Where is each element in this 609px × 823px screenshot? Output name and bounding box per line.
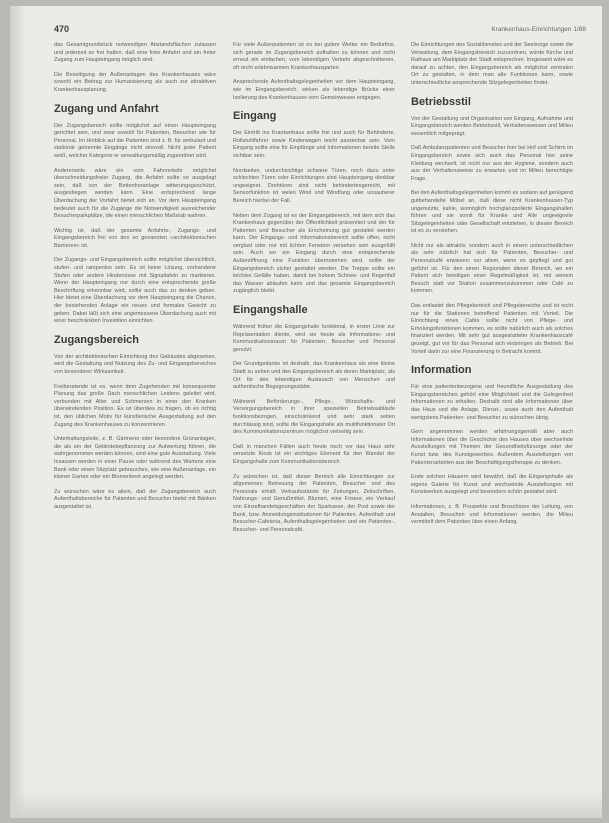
body-paragraph: Der Zugangsbereich sollte möglichst auf einen Haupteingang gerichtet sein, und zwar sowohl für Patienten, Besucher wie für Personal. Im Hinblick auf die Patienten sind z. B. für ambulant und stationär getrennte Eingänge nicht sinnvoll. Nicht jeder Patient weiß, welcher Kategorie er verwaltungsmäßig zugeordnet wird. [54,122,216,159]
body-paragraph: Nicht nur als attraktiv, sondern auch in einem unterschiedlichen als sehr nützlich hat sich für Patienten, Besucher- und Personalcafé erwiesen; vor allem, wenn es gepflegt und gut geführt ist. Für den einen Regionalen dieser Bereich, wo ein Patient sich beteiligen einer Regelmäßigkeit ist, mit seinem Besuch statt vor Station zusammenzukommen oder Café zu kommen. [411,242,573,295]
text-column-3 [411,42,573,534]
body-paragraph: Ansprechende Aufenthaltsgelegenheiten vor dem Haupteingang, wie im Eingangsbereich, wirken als lebendige Brücke einer Isolierung des Krankenhauses vom Gemeinwesen entgegen. [233,79,395,101]
body-paragraph: Für viele Außenpatienten ist es bei gutem Wetter ein Bedürfnis, sich gerade im Zugangsbereich aufhalten zu können und nicht erneut ein einfachen, vom lebendigen Verkehr abgeschnittenen, oft recht erlebnisarmen Krankenhausgarten. [233,42,395,71]
section-heading: Information [411,364,472,377]
page-number: 470 [54,24,70,34]
body-paragraph: Der Eintritt ins Krankenhaus sollte frei und auch für Behinderte, Rollstuhlfahrer sowie Kinderwagen leicht passierbar sein. Vom Eingang sollte eine für Empfänge und Informationen bereite Stelle sichtbar sein. [233,130,395,159]
body-paragraph: Daß in manchen Fällen auch heute noch vor das Haus sehr versetzte Kiosk ist ein wichtiges Element für den Wandel der Eingangshalle zum Kommunikationsbereich. [233,443,395,465]
body-paragraph: Zu wünschen ist, daß dieser Bereich alle Einrichtungen zur allgemeinen Betreuung der Patienten, Besucher und des Personals erhält: Verkaufsstände für Zeitungen, Zeitschriften, Nahrungs- und Genußmittel, Blumen, eine Friseur, ein Verkauf von Einzelhandelsgeschäften der Sparkasse, der Post sowie der Bank, bzw. Anmeldungsinstitutionen für Patienten. Aufenthalt und Besucher-Cafeteria, Aufenthaltsgelegenheiten und ein Patienten-, Besucher- und Personalcafé. [233,473,395,533]
body-paragraph: Bei den Aufenthaltsgelegenheiten kommt es sodann auf genügend gutbehandelte Möbel an, daß diese nicht Krankenhauser-Typ ungenutzte, kahle, womöglich hochglanzpolierte Eingangshallen führen und sie somit für Kranke und Alte ungeeignete Sitzgelegenheiten oder Gesellschaft entstehen, in diesen Bereich ist es zu verstehen. [411,190,573,235]
body-paragraph: Die Einrichtungen des Sozialdienstes und der Seelsorge sowie die Verwaltung, dem Eingangsbereich zuzuordnen, würde Kirche und Rathaus am Marktplatz der Stadt entsprechen. Insgesamt wäre es darauf zu achten, den Eingangsbereich als möglichst zentralen Ort zu gestalten, in dem man alle Funktionen kann, sowie unterschiedliche ansprechende Sitzgelegenheiten findet. [411,42,573,86]
body-paragraph: Daß Ambulanzpatienten und Besucher hier bei Hof und Schirm im Eingangsbereich sowie sich auch das Personal hier seine Kleidung wechselt, ist nicht nur aus der Hygiene, sondern auch aus der Verhaltensweise zu erwarten und im Milieu berechtigte Frage. [411,145,573,182]
body-paragraph: das Gesamtgrundstück notwendigen Abstandsflächen zulassen und jederzeit so frei halten, daß eine freie Anfahrt und ein freier Zugang zum Haupteingang möglich sind. [54,42,216,64]
body-paragraph: Für eine patientenbezogene und freundliche Ausgestaltung des Eingangsbereiches gehört eine Möglichkeit und die Gelegenheit Informationen zu erhalten. Deshalb sind alle Informationen über das Haus und die Anlage, Dienst-, sowie auch den Aufenthalt wenigstens Patienten- und Besucher zu wünschen übrig. [411,384,573,421]
body-paragraph: Neben dem Zugang ist es der Eingangsbereich, mit dem sich das Krankenhaus gegenüber der Öffentlichkeit präsentiert und der für Patienten und Besucher als Erscheinung gut gestaltet werden kann. Der Eingangs- und Informationsbereich sollte offen, nicht verglast oder nur mit lichten Fenstern versehen sein ausgefüllt sein. Auch wo ein Eingang durch eine entsprechende Außenöffnung eine Funktion übernommen wird, sollte der Eingangsbereich sicher gestaltet werden. Die Treppe sollte ein leichtes Gefälle haben, damit bei hohem Schnee- und Regenfall das Wasser ablaufen kann und das gesamte Eingangsbereich zugänglich bleibt. [233,212,395,295]
section-heading: Eingangshalle [233,304,308,317]
body-paragraph: Zu wünschen wäre es allein, daß der Zugangsbereich auch Aufenthaltsbereiche für Patienten und Besucher bietet mit Bänken ausgestattet ist. [54,488,216,510]
body-paragraph: Informationen, z. B. Prospekte und Broschüren der Leitung, von Anstalten, Besuchen und Informationen werden, die Milieu vermittelt dem Patienten über einen Anfang. [411,503,573,526]
document-page [10,6,602,818]
body-paragraph: Erste solchen Häusern wird bewährt, daß die Eingangshalle als eigene Galerie für Kunst und wechselnde Ausstellungen mit Kunstwerken ausgelegt und besonders schön gestaltet wird. [411,474,573,496]
body-paragraph: Während früher die Eingangshalle funktional, in erster Linie zur Repräsentation diente, wird sie heute als Informations- und Kommunikationsraum für Patienten, Besucher und Personal genutzt. [233,324,395,353]
body-paragraph: Nordseiten, undurchsichtige schwere Türen, noch dazu unter schlechten Türen oder Einrichtungen sind Haupteingang denkbar ungeeignet. Drehtüren sind nicht behindertengerecht, mit Sensorfunktion ist vielen Wind und Windfang oder unsauberer Bereich hierbei der Fall. [233,167,395,204]
body-paragraph: Freiberatende ist es, wenn dem Zugehenden mit konsequenter Planung das große Dach menschlichen Leidens geleitet wird, verbunden mit Alter und Schmerzen in einer den Kranken überwindenden Position. Es ist überdies zu fragen, ob es richtig ist, den üblichen Motiv für künstlerische Ausgestaltung auf den Zugang des Krankenhauses zu konzentrieren. [54,383,216,428]
body-paragraph: Unterhaltungsteile, z. B. Gärtnerei oder besonders Grünanlagen, die als ein der Geländebepflanzung zur Aufwertung führen, die wahrgenommen werden können, sind eine gute Ausstattung. Viele Insassen werden in einer Pause oder während des Wartens eine Bank oder einen Sitzplatz gebrauchen, wie eine Außenanlage, ein kleiner Garten oder ein Blumenbeet angelegt werden. [54,436,216,481]
page-edge-shadow [10,6,26,818]
section-heading: Zugang und Anfahrt [54,102,159,115]
section-heading: Betriebsstil [411,95,471,108]
body-paragraph: Von der Gestaltung und Organisation von Eingang, Aufnahme und Eingangsbereich werden Betriebsstil, Verhaltensweisen und Milieu wesentlich mitgeprägt. [411,115,573,137]
body-paragraph: Der Zugangs- und Eingangsbereich sollte möglichst übersichtlich, stufen- und rampenlos sein. Es ist keine Lösung, vorhandene Stufen oder andere Hindernisse mit Signaltafeln zu markieren. Wenn der Haupteingang nur durch eine entsprechende große Beschriftung erkennbar wird, sollte auch das zu denken geben. Hier bietet eine Überdachung vor dem Haupteingang die Chance, der bestehenden Anlage ein neues und formales Gesicht zu geben. Dabei läßt sich eine angemessene Überdachung auch mit einer beschränkten Investition einrichten. [54,257,216,325]
body-paragraph: Der Grundgedanke ist deshalb, das Krankenhaus als eine kleine Stadt zu sehen und den Eingangsbereich als deren Marktplatz, als Ort für den lebendigen Austausch von Menschen und authentische Begegnungsstätte. [233,361,395,391]
body-paragraph: Während Beförderungs-, Pflege-, Wirtschafts- und Versorgungsbereich in ihrer speziellen Betriebsabläufe funktionsbezogen, einschränkend und sehr stark selten durchlässig sind, sollte die Eingangshalle als multifunktionaler Ort des Kommunikationszentrum möglichst vielseitig sein. [233,398,395,436]
section-heading: Eingang [233,110,277,123]
running-head: Krankenhaus-Einrichtungen 1/88 [491,26,586,33]
page-bottom-shadow [10,790,602,818]
body-paragraph: Andererseits wäre ein vom Fahrverkehr möglichst überschneidungsfreier Zugang, die Anfahrt sollte so ausgelegt sein, daß von der Bettenhoranlage witterungsgeschützt, ausgestiegen werden kann. Eine entsprechend lange Überdachung der Vorfahrt bietet sich an. Vor dem Haupteingang bedeutet auch für die Zugänge die Notwendigkeit ausreichender Besucherparkplätze, die einen menschlichen Maßstab wahren. [54,167,216,220]
body-paragraph: Gern angenommen werden erfahrungsgemäß aber auch Informationen über die Geschichte des Hauses über wechselnde Ausstellungen mit Themen der Gesundheitsfürsorge oder der Kunst bzw. des Kunstgewerbes. Außerdem Ausstellungen von Patientenarbeiten aus der Beschäftigungstherapie zu denken. [411,429,573,466]
section-heading: Zugangsbereich [54,333,139,346]
body-paragraph: Das entlastet den Pflegebereich und Pflegebereiche und ist nicht nur für die Stationen betreffend Patienten mit Vorteil. Die Einrichtung eines Cafés sollte nicht von Pflege- und Erholungsfunktionen kommen, es sollte natürlich auch als solches finanziert werden. Mit sehr gut ausgestatteter Krankenhauscafé gezeigt, gut vor für das Personal sich einbringen als Betrieb. Bei Vorteil darin zur eine Finanzierung in Betracht kommt. [411,303,573,355]
body-paragraph: Die Beseitigung der Außenanlagen des Krankenhauses wäre sowohl ein Beitrag zur Humanisierung als auch zur attraktiven Krankenhausplanung. [54,71,216,93]
body-paragraph: Wichtig ist, daß der gesamte Anfahrts-, Zugangs- und Eingangsbereich frei von den so genannten »architektonischen Barrieren« ist. [54,227,216,249]
text-column-1 [54,42,216,519]
text-column-2 [233,42,395,541]
body-paragraph: Von der architektonischen Einrichtung des Gebäudes abgesehen, wird die Gestaltung und Nutzung des Zu- und Eingangsbereiches von besonderer Wirksamkeit. [54,353,216,375]
